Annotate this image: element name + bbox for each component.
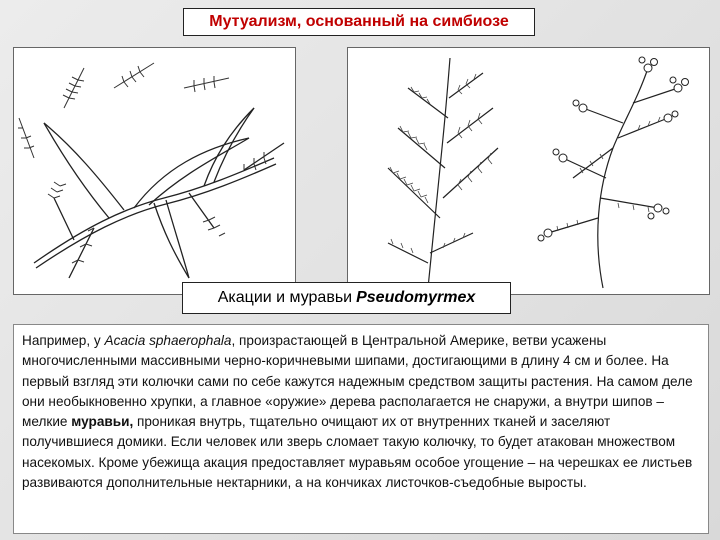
body-text-part-2: , произрастающей в Центральной Америке, ветви усажены многочисленными массивными черно-коричневыми шипами, достигающими в длину 4 см и более. На первый взгляд эти колючки сами по себе кажутся надежным средством защиты растения. На самом деле они необыкновенно хрупки, а главное «оружие» дерева располагается не снаружи, а внутри шипов – мелкие [22,333,693,430]
body-text-part-3: проникая внутрь, тщательно очищают их от внутренних тканей и заселяют получившиеся домики. Если человек или зверь сломает такую колючку, то будет атакован множеством насекомых. Кроме убежища акация предоставляет муравьям особое угощение – на черешках ее листьев развиваются дополнительные нектарники, а на кончиках листочков-съедобные выросты. [22,414,693,491]
illustration-caption [182,282,511,314]
ants-term: муравьи, [71,414,134,430]
caption-genus: Pseudomyrmex [356,289,476,306]
thorn-branch-illustration [13,47,296,295]
acacia-sprigs-illustration [347,47,710,295]
slide-title: Мутуализм, основанный на симбиозе [209,13,509,30]
title-box [183,8,535,36]
caption-prefix: Акации и муравьи [217,289,353,306]
species-name: Acacia sphaerophala [104,333,232,348]
thorn-branch-drawing [14,48,295,294]
acacia-sprigs-drawing [348,48,709,294]
body-text [13,324,709,534]
body-text-part-1: Например, у [22,333,105,348]
